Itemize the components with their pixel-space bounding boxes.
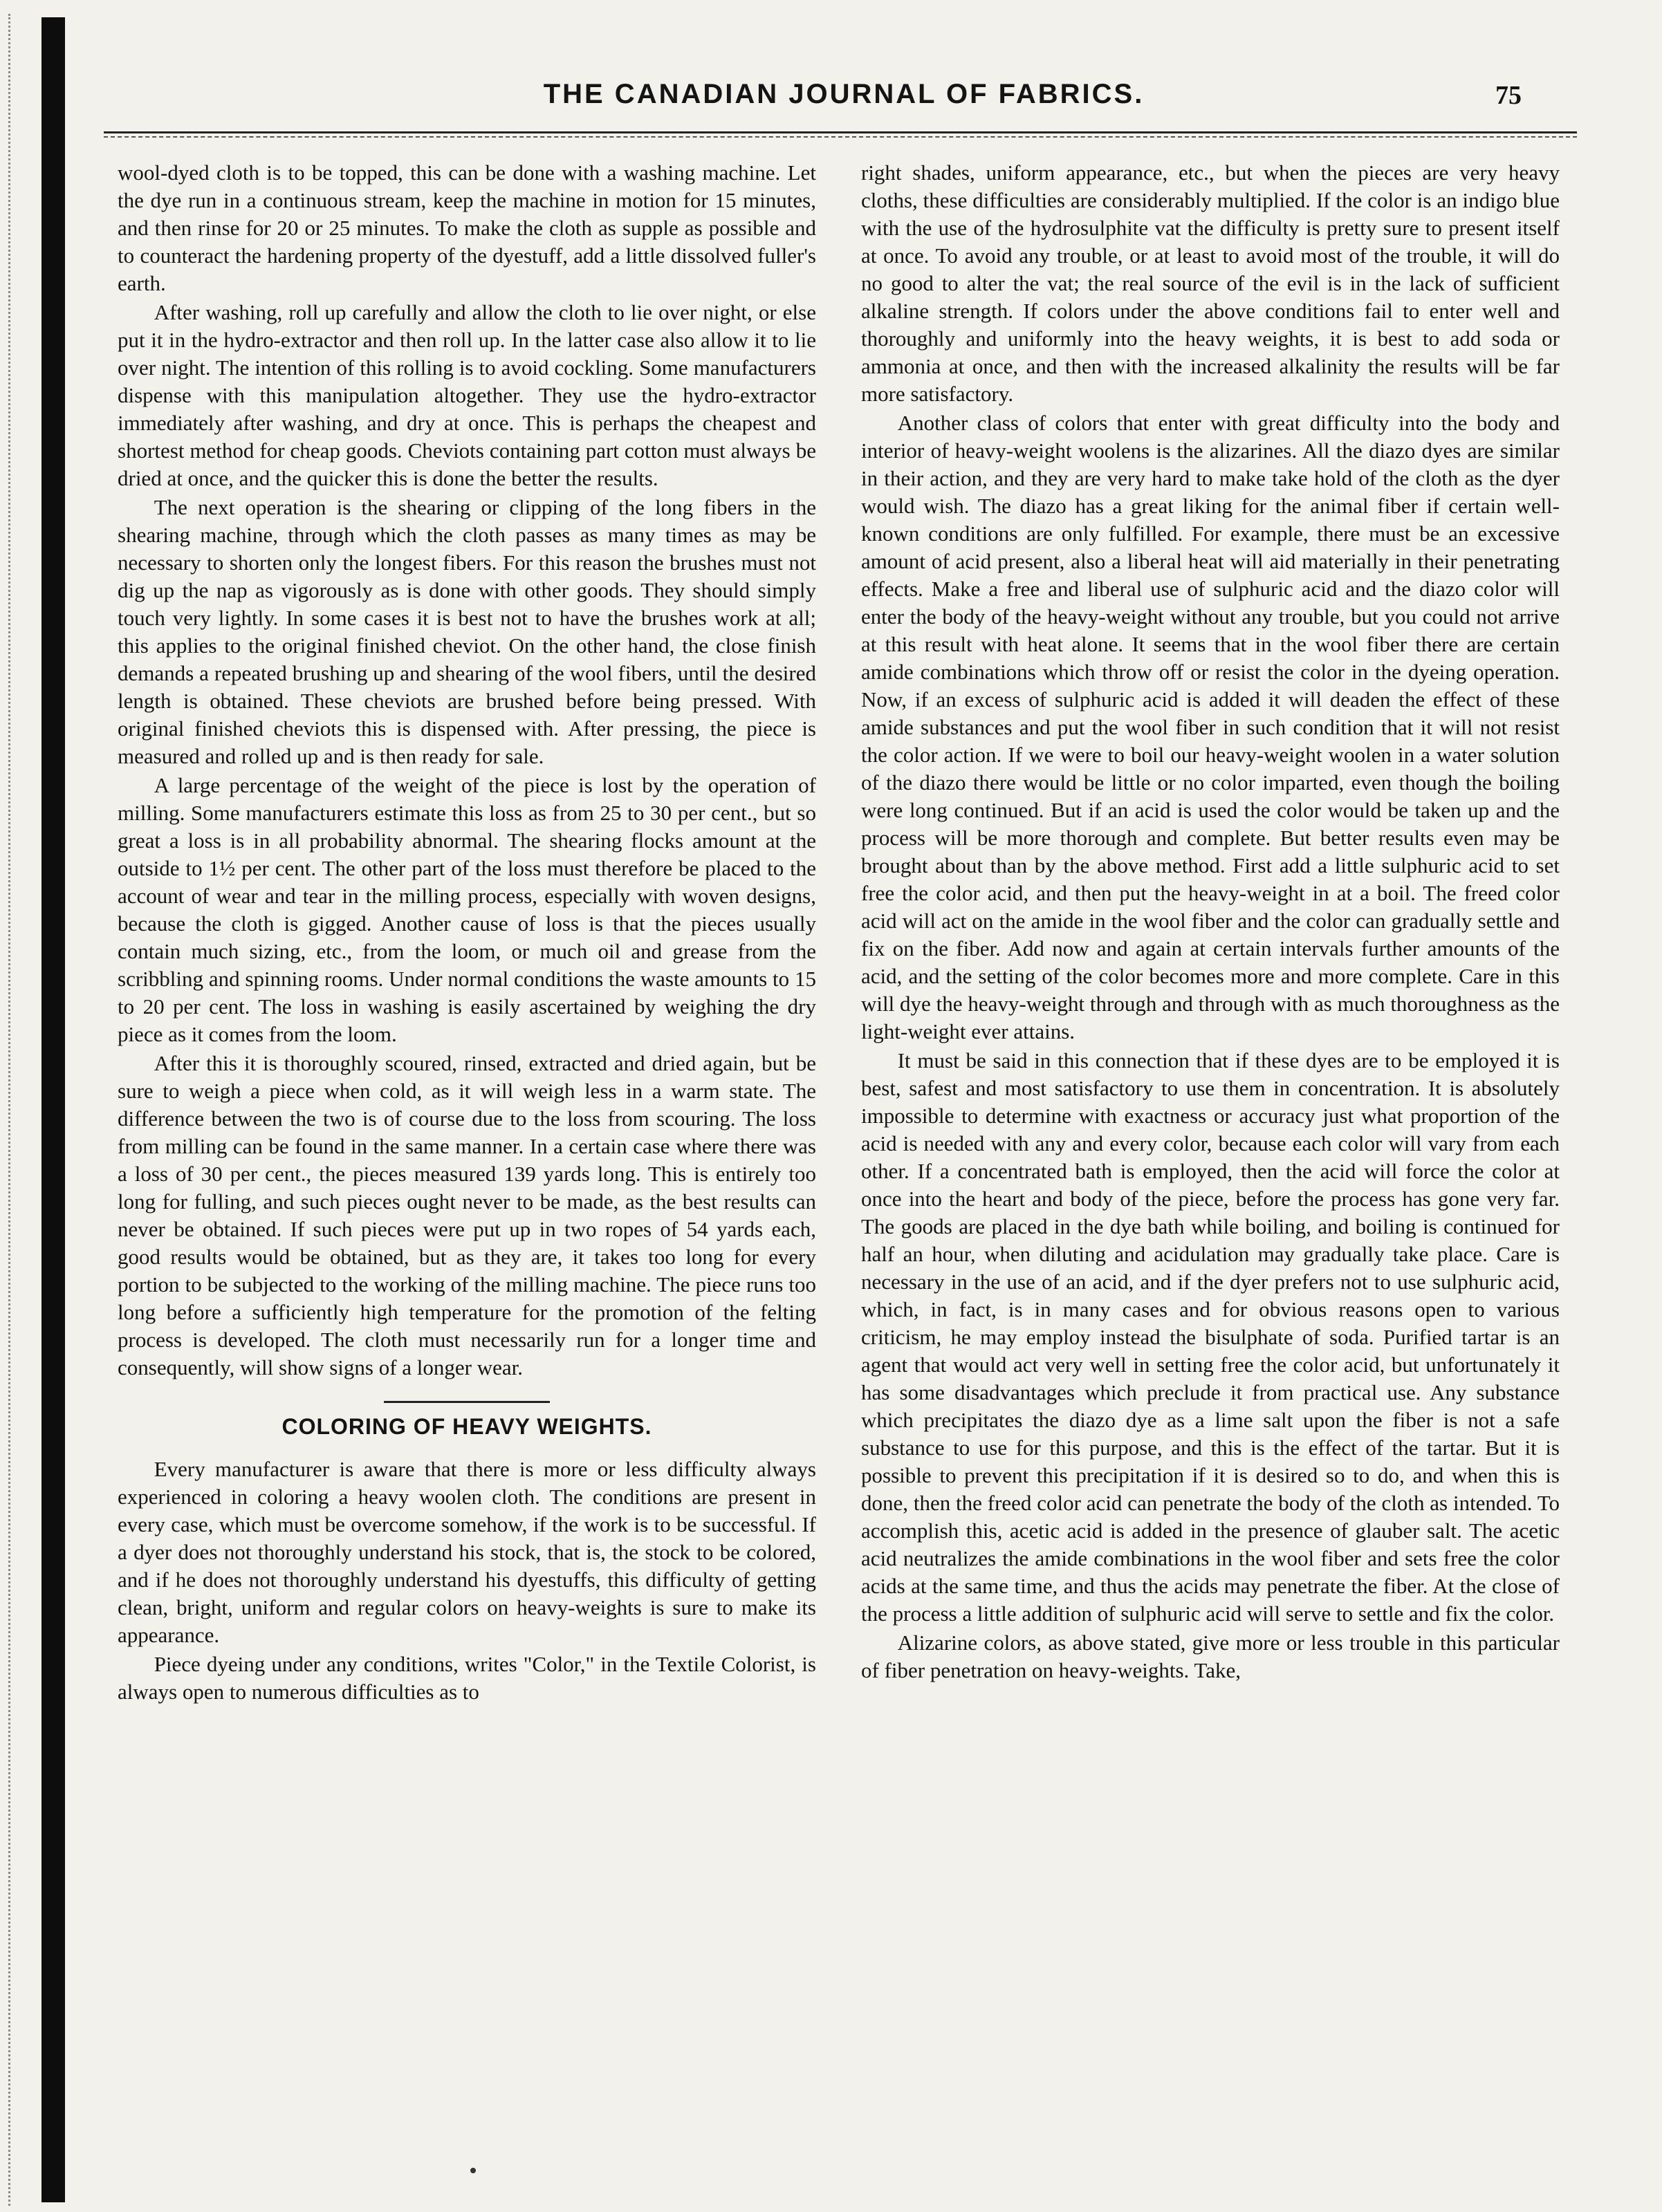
paragraph: After washing, roll up carefully and allow the cloth to lie over night, or else put it in the hydro-extractor and then roll up. In the latter case also allow it to lie over night. The intention of this rolling is to avoid cockling. Some manufacturers dispense with this manipulation altogether. They use the hydro-extractor immediately after washing, and dry at once. This is perhaps the cheapest and shortest method for cheap goods. Cheviots containing part cotton must always be dried at once, and the quicker this is done the better the results. <box>118 300 816 490</box>
paragraph: Every manufacturer is aware that there is more or less difficulty always experienced in coloring a heavy woolen cloth. The conditions are present in every case, which must be overcome somehow, if the work is to be successful. If a dyer does not thoroughly understand his stock, that is, the stock to be colored, and if he does not thoroughly understand his dyestuffs, this difficulty of getting clean, bright, uniform and regular colors on heavy-weights is sure to make its appearance. <box>118 1457 816 1647</box>
paragraph: Another class of colors that enter with great difficulty into the body and interior of heavy-weight woolens is the alizarines. All the diazo dyes are similar in their action, and they are very hard to make take hold of the cloth as the dyer would wish. The diazo has a great liking for the animal fiber if certain well-known conditions are only fulfilled. For example, there must be an excessive amount of acid present, also a liberal heat will aid materially in their penetrating effects. Make a free and liberal use of sulphuric acid and the diazo color will enter the body of the heavy-weight without any trouble, but you could not arrive at this result with heat alone. It seems that in the wool fiber there are certain amide combinations which throw off or resist the color in the dyeing operation. Now, if an excess of sulphuric acid is added it will deaden the effect of these amide substances and put the wool fiber in such condition that it will not resist the color action. If we were to boil our heavy-weight woolen in a water solution of the diazo there would be little or no color imparted, even though the boiling were long continued. But if an acid is used the color would be taken up and the process will be more thorough and complete. But better results even may be brought about than by the above method. First add a little sulphuric acid to set free the color acid, and then put the heavy-weight in at a boil. The freed color acid will act on the amide in the wool fiber and the color can gradually settle and fix on the fiber. Add now and again at certain intervals further amounts of the acid, and the setting of the color becomes more and more complete. Care in this will dye the heavy-weight through and through with as much thoroughness as the light-weight ever attains. <box>861 411 1560 1043</box>
paragraph: right shades, uniform appearance, etc., but when the pieces are very heavy cloths, these difficulties are considerably multiplied. If the color is an indigo blue with the use of the hydrosulphite vat the difficulty is pretty sure to present itself at once. To avoid any trouble, or at least to avoid most of the trouble, it will do no good to alter the vat; the real source of the evil is in the lack of sufficient alkaline strength. If colors under the above conditions fail to enter well and thoroughly and uniformly into the heavy weights, it is best to add soda or ammonia at once, and then with the increased alkalinity the results will be far more satisfactory. <box>861 160 1560 406</box>
left-column <box>118 159 816 1706</box>
paragraph: A large percentage of the weight of the piece is lost by the operation of milling. Some manufacturers estimate this loss as from 25 to 30 per cent., but so great a loss is in all probability abnormal. The shearing flocks amount at the outside to 1½ per cent. The other part of the loss must therefore be placed to the account of wear and tear in the milling process, especially with woven designs, because the cloth is gigged. Another cause of loss is that the pieces usually contain much sizing, etc., from the loom, or much oil and grease from the scribbling and spinning rooms. Under normal conditions the waste amounts to 15 to 20 per cent. The loss in washing is easily ascertained by weighing the dry piece as it comes from the loom. <box>118 773 816 1046</box>
footer-mark <box>470 2168 476 2173</box>
binding-strip <box>41 17 65 2202</box>
page-edge <box>8 14 23 2206</box>
paragraph: The next operation is the shearing or clipping of the long fibers in the shearing machine, through which the cloth passes as many times as may be necessary to shorten only the longest fibers. For this reason the brushes must not dig up the nap as vigorously as is done with other goods. They should simply touch very lightly. In some cases it is best not to have the brushes work at all; this applies to the original finished cheviot. On the other hand, the close finish demands a repeated brushing up and shearing of the wool fibers, until the desired length is obtained. These cheviots are brushed before being pressed. With original finished cheviots this is dispensed with. After pressing, the piece is measured and rolled up and is then ready for sale. <box>118 495 816 768</box>
header-rule <box>104 131 1577 138</box>
right-column <box>861 159 1560 1684</box>
paragraph: wool-dyed cloth is to be topped, this can be done with a washing machine. Let the dye run in a continuous stream, keep the machine in motion for 15 minutes, and then rinse for 20 or 25 minutes. To make the cloth as supple as possible and to counteract the hardening property of the dyestuff, add a little dissolved fuller's earth. <box>118 160 816 295</box>
paragraph: After this it is thoroughly scoured, rinsed, extracted and dried again, but be sure to weigh a piece when cold, as it will weigh less in a warm state. The difference between the two is of course due to the loss from scouring. The loss from milling can be found in the same manner. In a certain case where there was a loss of 30 per cent., the pieces measured 139 yards long. This is entirely too long for fulling, and such pieces ought never to be made, as the best results can never be obtained. If such pieces were put up in two ropes of 54 yards each, good results would be obtained, but as they are, it takes too long for every portion to be subjected to the working of the milling machine. The piece runs too long before a sufficiently high temperature for the promotion of the felting process is developed. The cloth must necessarily run for a longer time and consequently, will show signs of a longer wear. <box>118 1051 816 1379</box>
section-rule <box>384 1401 550 1403</box>
section-heading: COLORING OF HEAVY WEIGHTS. <box>281 1414 652 1439</box>
page-number: 75 <box>1495 81 1522 110</box>
paragraph: Piece dyeing under any conditions, writes "Color," in the Textile Colorist, is always open to numerous difficulties as to <box>118 1652 816 1704</box>
journal-title: THE CANADIAN JOURNAL OF FABRICS. <box>543 79 1145 109</box>
paragraph: It must be said in this connection that if these dyes are to be employed it is best, safest and most satisfactory to use them in concentration. It is absolutely impossible to determine with exactness or accuracy just what proportion of the acid is needed with any and every color, because each color will vary from each other. If a concentrated bath is employed, then the acid will force the color at once into the heart and body of the piece, before the process has gone very far. The goods are placed in the dye bath while boiling, and boiling is continued for half an hour, when diluting and acidulation may gradually take place. Care is necessary in the use of an acid, and if the dyer prefers not to use sulphuric acid, which, in fact, is in many cases and for obvious reasons open to various criticism, he may employ instead the bisulphate of soda. Purified tartar is an agent that would act very well in setting free the color acid, but unfortunately it has some disadvantages which preclude it from practical use. Any substance which precipitates the diazo dye as a lime salt upon the fiber is not a safe substance to use for this purpose, and this is the effect of the tartar. But it is possible to prevent this precipitation if it is desired so to do, and when this is done, then the freed color acid can penetrate the body of the cloth as intended. To accomplish this, acetic acid is added in the presence of glauber salt. The acetic acid neutralizes the amide combinations in the wool fiber and sets free the color acids at the same time, and thus the acids may penetrate the fiber. At the close of the process a little addition of sulphuric acid will serve to settle and fix the color. <box>861 1048 1560 1626</box>
paragraph: Alizarine colors, as above stated, give more or less trouble in this particular of fiber penetration on heavy-weights. Take, <box>861 1630 1560 1682</box>
page-header <box>97 69 1591 131</box>
